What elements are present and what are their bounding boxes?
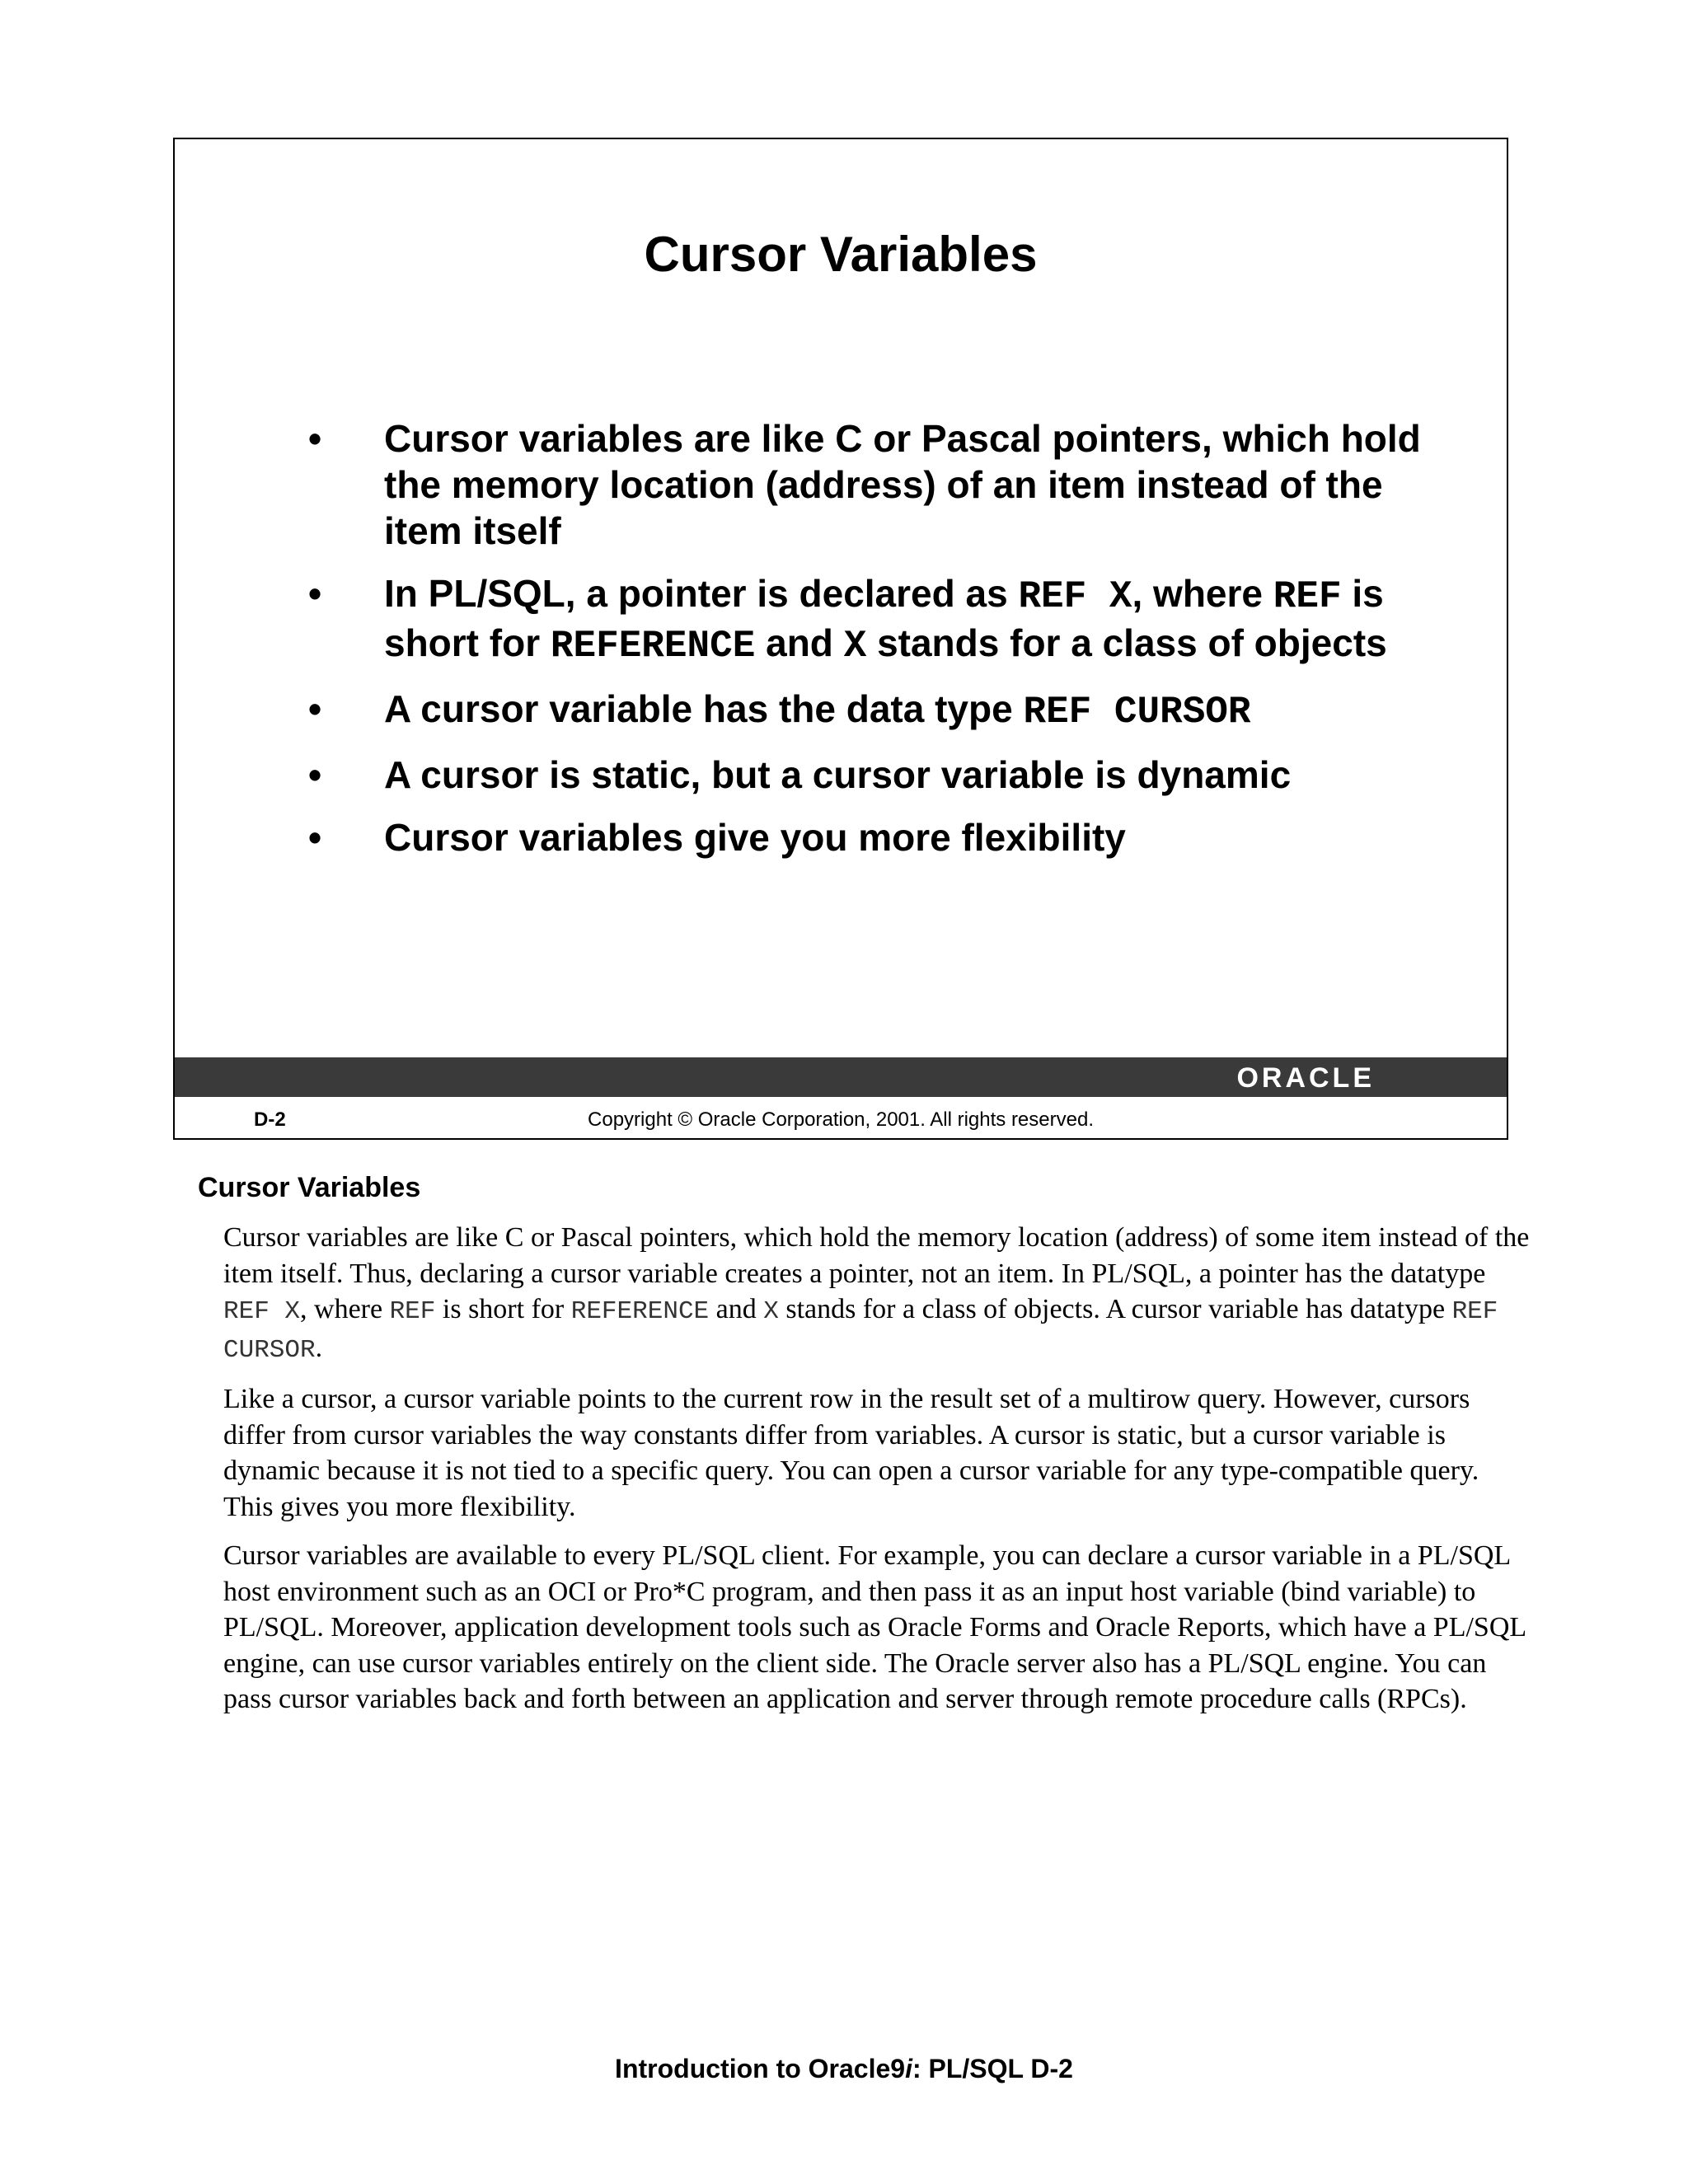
slide-page-label: D-2	[254, 1108, 286, 1131]
bullet-dot-icon: •	[308, 417, 322, 460]
page-footer-italic: i	[905, 2054, 912, 2083]
bullet-code-text: REF X	[1018, 575, 1132, 618]
slide-bullet	[308, 570, 1446, 669]
notes-text: and	[709, 1294, 764, 1324]
notes-code-text: REF	[389, 1297, 436, 1326]
page-footer	[0, 2054, 1688, 2084]
oracle-brand-bar	[175, 1057, 1507, 1097]
notes-text: stands for a class of objects. A cursor variable has datatype	[778, 1294, 1452, 1324]
notes-heading: Cursor Variables	[198, 1172, 421, 1203]
notes-code-text: REFERENCE	[570, 1297, 710, 1326]
copyright-text: Copyright © Oracle Corporation, 2001. All rights reserved.	[588, 1108, 1094, 1131]
notes-body	[223, 1220, 1534, 1731]
bullet-code-text: X	[843, 625, 867, 668]
slide-bullet-list	[308, 415, 1446, 877]
bullet-dot-icon: •	[308, 816, 322, 859]
page-footer-suffix: : PL/SQL D-2	[912, 2054, 1073, 2083]
bullet-text: stands for a class of objects	[866, 621, 1387, 664]
bullet-text: Cursor variables are like C or Pascal pointers, which hold the memory location (address) of an item instead of the item itself	[384, 417, 1421, 552]
bullet-code-text: REF	[1273, 575, 1342, 618]
notes-text: Cursor variables are available to every PL/SQL client. For example, you can declare a cursor variable in a PL/SQL host environment such as an OCI or Pro*C program, and then pass it as an input host variable (bind variable) to PL/SQL. Moreover, application development tools such as Oracle Forms and Oracle Reports, which have a PL/SQL engine, can use cursor variables entirely on the client side. The Oracle server also has a PL/SQL engine. You can pass cursor variables back and forth between an application and server through remote procedure calls (RPCs).	[223, 1540, 1526, 1714]
bullet-text: Cursor variables give you more flexibility	[384, 816, 1126, 859]
bullet-text: , where	[1132, 572, 1273, 615]
bullet-text: In PL/SQL, a pointer is declared as	[384, 572, 1019, 615]
notes-code-text: X	[763, 1297, 779, 1326]
notes-paragraph	[223, 1220, 1534, 1368]
slide-bullet	[308, 814, 1446, 860]
notes-text: .	[315, 1332, 323, 1363]
notes-paragraph	[223, 1538, 1534, 1718]
slide-bullet	[308, 686, 1446, 735]
notes-code-text: REF CURSOR	[223, 1297, 1498, 1365]
notes-paragraph	[223, 1381, 1534, 1525]
bullet-text: A cursor variable has the data type	[384, 687, 1024, 730]
slide-frame	[173, 138, 1508, 1140]
slide-bullet	[308, 752, 1446, 798]
page-footer-prefix: Introduction to Oracle9	[615, 2054, 906, 2083]
slide-title: Cursor Variables	[644, 227, 1038, 282]
notes-code-text: REF X	[223, 1297, 301, 1326]
bullet-code-text: REFERENCE	[550, 625, 756, 668]
bullet-dot-icon: •	[308, 687, 322, 730]
notes-text: Like a cursor, a cursor variable points to the current row in the result set of a multirow query. However, cursors differ from cursor variables the way constants differ from variables. A cursor is static, but a cursor variable is dynamic because it is not tied to a specific query. You can open a cursor variable for any type-compatible query. This gives you more flexibility.	[223, 1384, 1479, 1522]
bullet-text: is short for	[384, 572, 1384, 664]
bullet-dot-icon: •	[308, 753, 322, 796]
slide-bullet	[308, 415, 1446, 554]
oracle-logo: ORACLE	[1236, 1062, 1375, 1094]
notes-text: Cursor variables are like C or Pascal pointers, which hold the memory location (address) of some item instead of the item itself. Thus, declaring a cursor variable creates a pointer, not an item. In PL/SQL, a pointer has the datatype	[223, 1222, 1530, 1289]
bullet-text: and	[755, 621, 844, 664]
notes-text: is short for	[435, 1294, 571, 1324]
notes-text: , where	[300, 1294, 390, 1324]
bullet-text: A cursor is static, but a cursor variable is dynamic	[384, 753, 1292, 796]
bullet-code-text: REF CURSOR	[1023, 691, 1251, 733]
bullet-dot-icon: •	[308, 572, 322, 615]
slide-footer	[175, 1104, 1507, 1135]
